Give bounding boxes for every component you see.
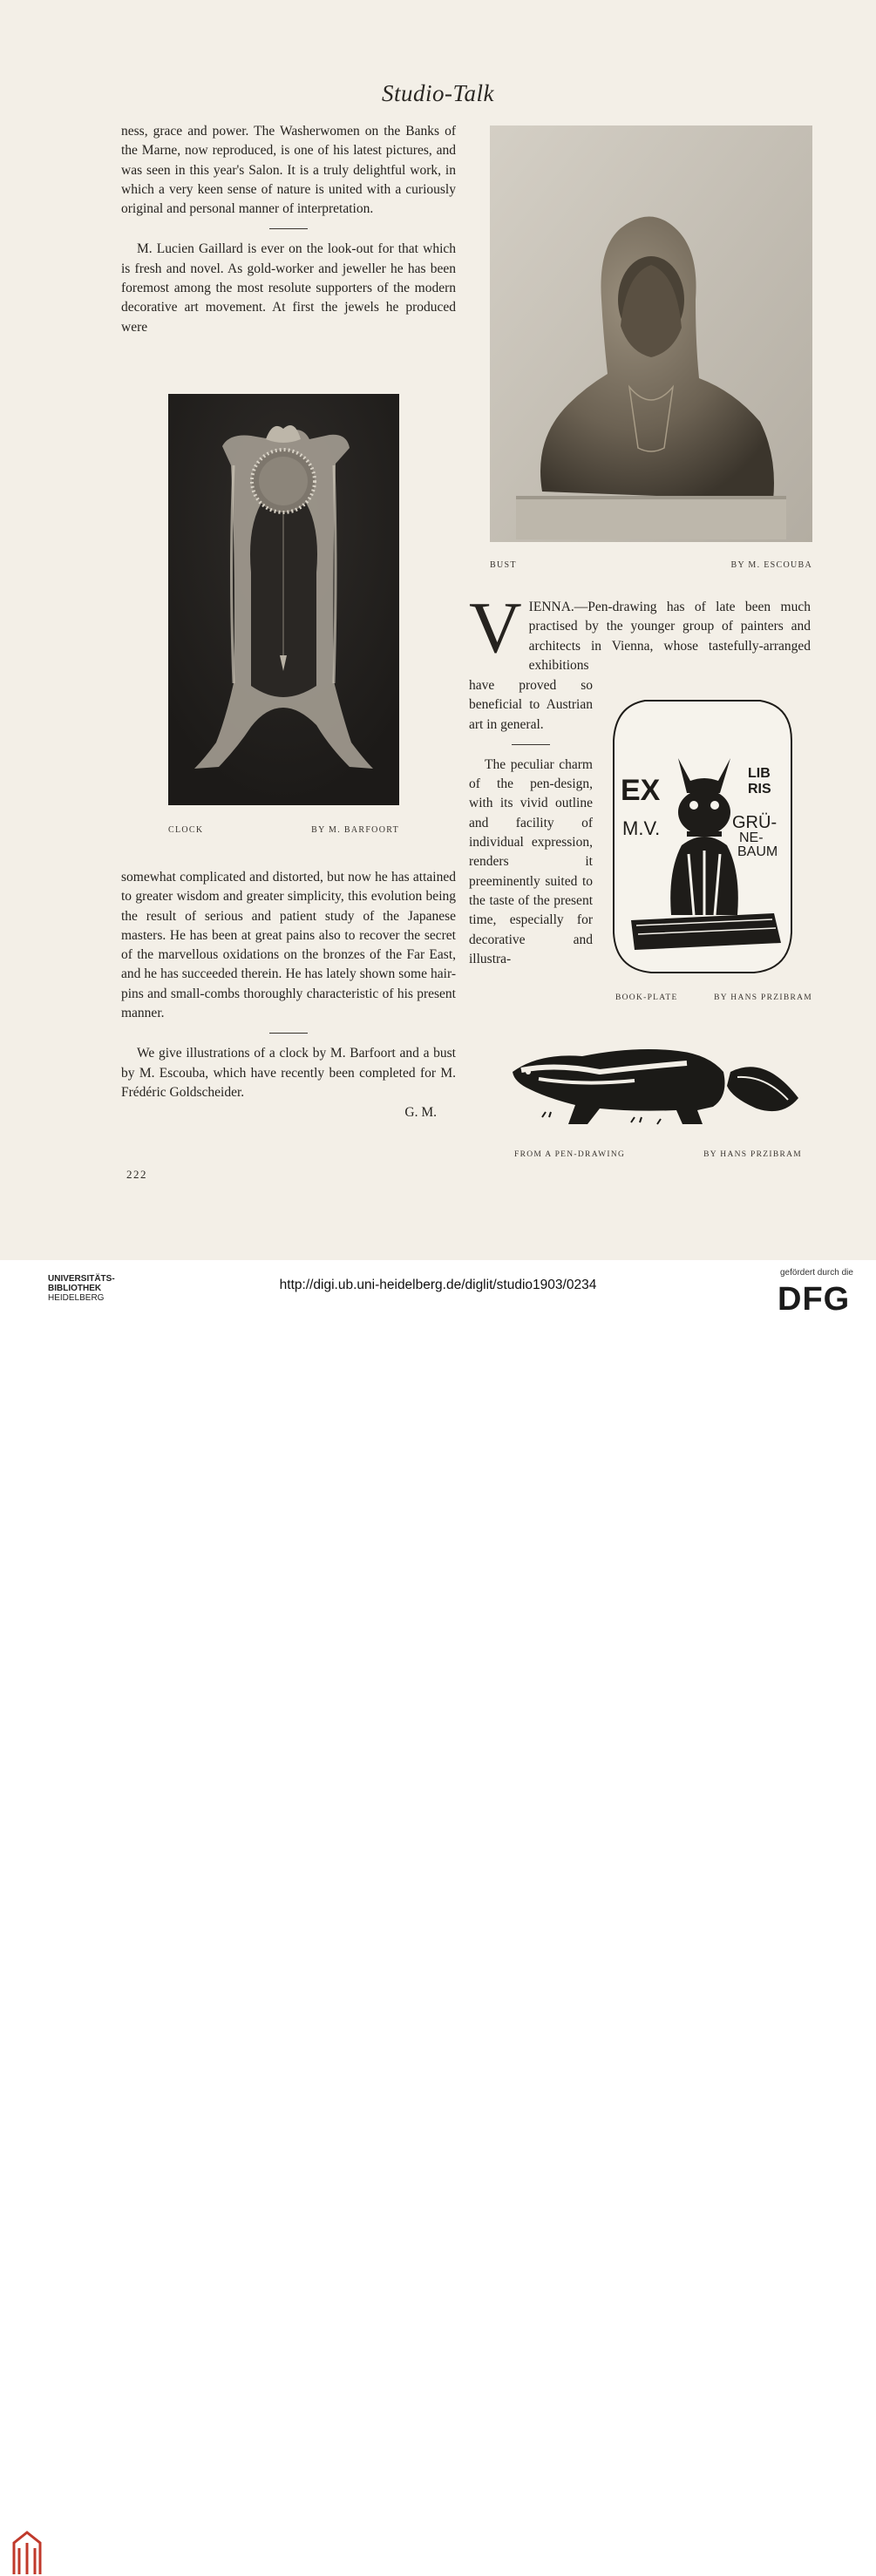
funding-note: gefördert durch die [780, 1268, 853, 1278]
author-signature: G. M. [404, 1105, 437, 1121]
paragraph: ness, grace and power. The Washerwomen on the Banks of the Marne, now reproduced, is one of his latest pictures, and was seen in this year's Salon. It is a truly delightful work, in which a very keen sense of nature is united with a curiously original and personal manner of interpretation. [121, 124, 456, 217]
section-rule [269, 1033, 308, 1034]
bust-illustration [490, 125, 812, 542]
paragraph: somewhat complicated and distorted, but now he has attained to greater wisdom and greater simplicity, this evolution being the result of serious and patient study of the Japanese masters. He has been at great pains also to recover the secret of the marvellous oxidations on the bronzes of the Far East, and he has succeeded therein. He has lately shown some hair-pins and small-combs thoroughly characteristic of his present manner. [121, 870, 456, 1021]
caption-title: FROM A PEN-DRAWING [514, 1150, 626, 1159]
section-rule [269, 228, 308, 229]
drop-cap: V [469, 587, 522, 668]
bookplate-monogram-text: M.V. [622, 817, 661, 839]
library-name-line: HEIDELBERG [48, 1293, 105, 1303]
digitization-url[interactable]: http://digi.ub.uni-heidelberg.de/diglit/studio1903/0234 [279, 1278, 597, 1292]
badger-illustration [504, 1037, 805, 1137]
running-head: Studio-Talk [381, 80, 495, 106]
bookplate-name-line-3: BAUM [737, 844, 778, 859]
paragraph: We give illustrations of a clock by M. Barfoort and a bust by M. Escouba, which have recently been completed for M. Frédéric Goldscheider. [121, 1046, 456, 1100]
caption-title: BUST [490, 560, 517, 570]
paragraph: have proved so beneficial to Austrian art in general. [469, 678, 593, 732]
library-name-line: BIBLIOTHEK [48, 1284, 102, 1293]
vienna-intro-text [469, 587, 811, 675]
caption-title: CLOCK [168, 825, 204, 835]
pen-drawing-caption [514, 1150, 802, 1163]
bookplate-caption [615, 993, 812, 1006]
caption-credit: BY HANS PRZIBRAM [714, 993, 812, 1002]
bookplate-ex-text: EX [621, 774, 661, 807]
dfg-logo: DFG [778, 1281, 851, 1318]
bookplate-illustration [610, 697, 795, 976]
vienna-narrow-text [469, 676, 593, 969]
book-page [0, 0, 876, 1260]
clock-illustration [168, 394, 399, 805]
bust-caption [490, 560, 812, 573]
caption-title: BOOK-PLATE [615, 993, 678, 1002]
bookplate-name-line-1: GRÜ- [732, 813, 778, 832]
section-rule [512, 744, 550, 745]
bookplate-ris-text: RIS [748, 782, 771, 797]
caption-credit: BY HANS PRZIBRAM [703, 1150, 802, 1159]
clock-caption [168, 825, 399, 837]
left-column-top-text [121, 122, 456, 337]
paragraph: M. Lucien Gaillard is ever on the look-out for that which is fresh and novel. As gold-worker and jeweller he has been foremost among the most resolute supporters of the modern decorative art movement. At first the jewels he produced were [121, 241, 456, 335]
bookplate-lib-text: LIB [748, 766, 771, 781]
left-column-bottom-text [121, 868, 456, 1123]
library-name-line: UNIVERSITÄTS- [48, 1274, 115, 1284]
bookplate-drawing [610, 697, 795, 976]
vienna-opening: IENNA.—Pen-drawing has of late been much practised by the younger group of painters and architects in Vienna, whose tastefully-arranged exhibitions [528, 600, 811, 673]
bookplate-name-line-2: NE- [739, 830, 764, 845]
caption-credit: BY M. ESCOUBA [730, 560, 812, 570]
university-library-logo-icon [10, 2531, 44, 2576]
page-number: 222 [126, 1168, 147, 1181]
bust-photograph [490, 125, 812, 542]
clock-photograph [168, 394, 399, 805]
badger-pen-drawing [504, 1037, 805, 1137]
caption-credit: BY M. BARFOORT [311, 825, 399, 835]
paragraph: The peculiar charm of the pen-design, with its vivid outline and facility of individual expression, renders it preeminently suited to the taste of the present time, especially for decorative and illustra- [469, 756, 593, 966]
